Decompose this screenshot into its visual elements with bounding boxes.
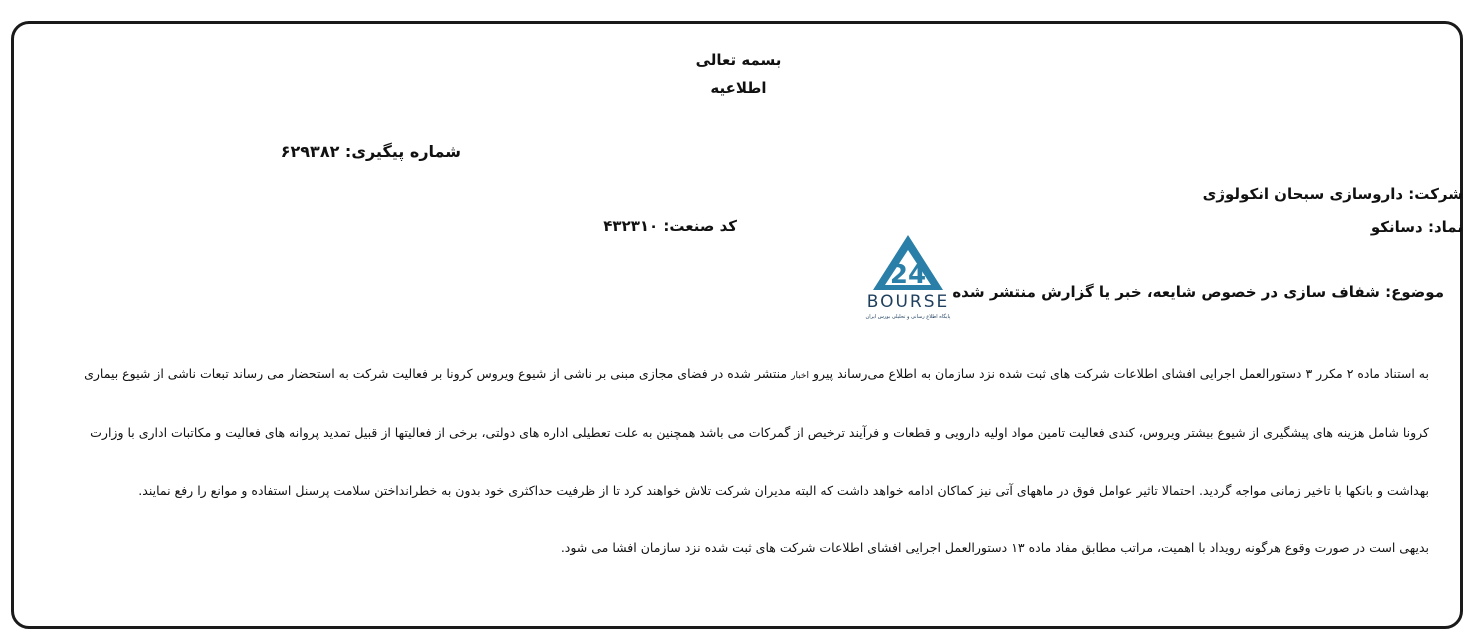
paragraph-1-part-b: منتشر شده در فضای مجازی مبنی بر ناشی از شیوع ویروس کرونا بر فعالیت شرکت به استحضار می رساند تبعات ناشی از شیوع بیماری [84, 366, 788, 381]
notice-frame [11, 21, 1463, 629]
bourse24-logo [851, 232, 966, 322]
logo-number: 24 [889, 260, 927, 290]
bourse24-logo-graphic [851, 232, 966, 322]
page-heading: بسمه تعالی [695, 51, 782, 69]
logo-brand: BOURSE [866, 292, 950, 312]
paragraph-1-part-a: به استناد ماده ۲ مکرر ۳ دستورالعمل اجرایی افشای اطلاعات شرکت های ثبت شده نزد سازمان به اطلاع می‌رساند پیرو [812, 366, 1429, 381]
notice-subject: موضوع: شفاف سازی در خصوص شایعه، خبر یا گزارش منتشر شده [952, 283, 1444, 301]
paragraph-4: بدیهی است در صورت وقوع هرگونه رویداد با اهمیت، مراتب مطابق مفاد ماده ۱۳ دستورالعمل اجرایی افشای اطلاعات شرکت های ثبت شده نزد سازمان افشا می شود. [560, 540, 1429, 555]
paragraph-3: بهداشت و بانکها با تاخیر زمانی مواجه گردید. احتمالا تاثیر عوامل فوق در ماههای آتی نیز کماکان ادامه خواهد داشت که البته مدیران شرکت تلاش خواهند کرد تا از ظرفیت حداکثری خود بدون به خطرانداختن سلامت پرسنل استفاده و موانع را رفع نمایند. [138, 483, 1429, 498]
ticker-symbol: نماد: دسانکو [1370, 218, 1463, 236]
logo-tagline: پایگاه اطلاع رسانی و تحلیلی بورس ایران [865, 314, 951, 320]
paragraph-1-small: اخبار [791, 371, 809, 381]
paragraph-2: کرونا شامل هزینه های پیشگیری از شیوع بیشتر ویروس، کندی فعالیت تامین مواد اولیه دارویی و قطعات و فرآیند ترخیص از گمرکات می باشد همچنین به علت تعطیلی اداره های دولتی، برخی از فعالیتها از قبیل تمدید پروانه های فعالیت و مکاتبات اداری با وزارت [90, 425, 1429, 440]
tracking-number: شماره پیگیری: ۶۲۹۳۸۲ [280, 142, 461, 161]
company-name: شرکت: داروسازی سبحان انکولوژی [1202, 185, 1463, 203]
notice-title: اطلاعیه [710, 79, 767, 97]
industry-code: کد صنعت: ۴۳۲۳۱۰ [603, 217, 737, 235]
paragraph-1 [84, 366, 1429, 381]
